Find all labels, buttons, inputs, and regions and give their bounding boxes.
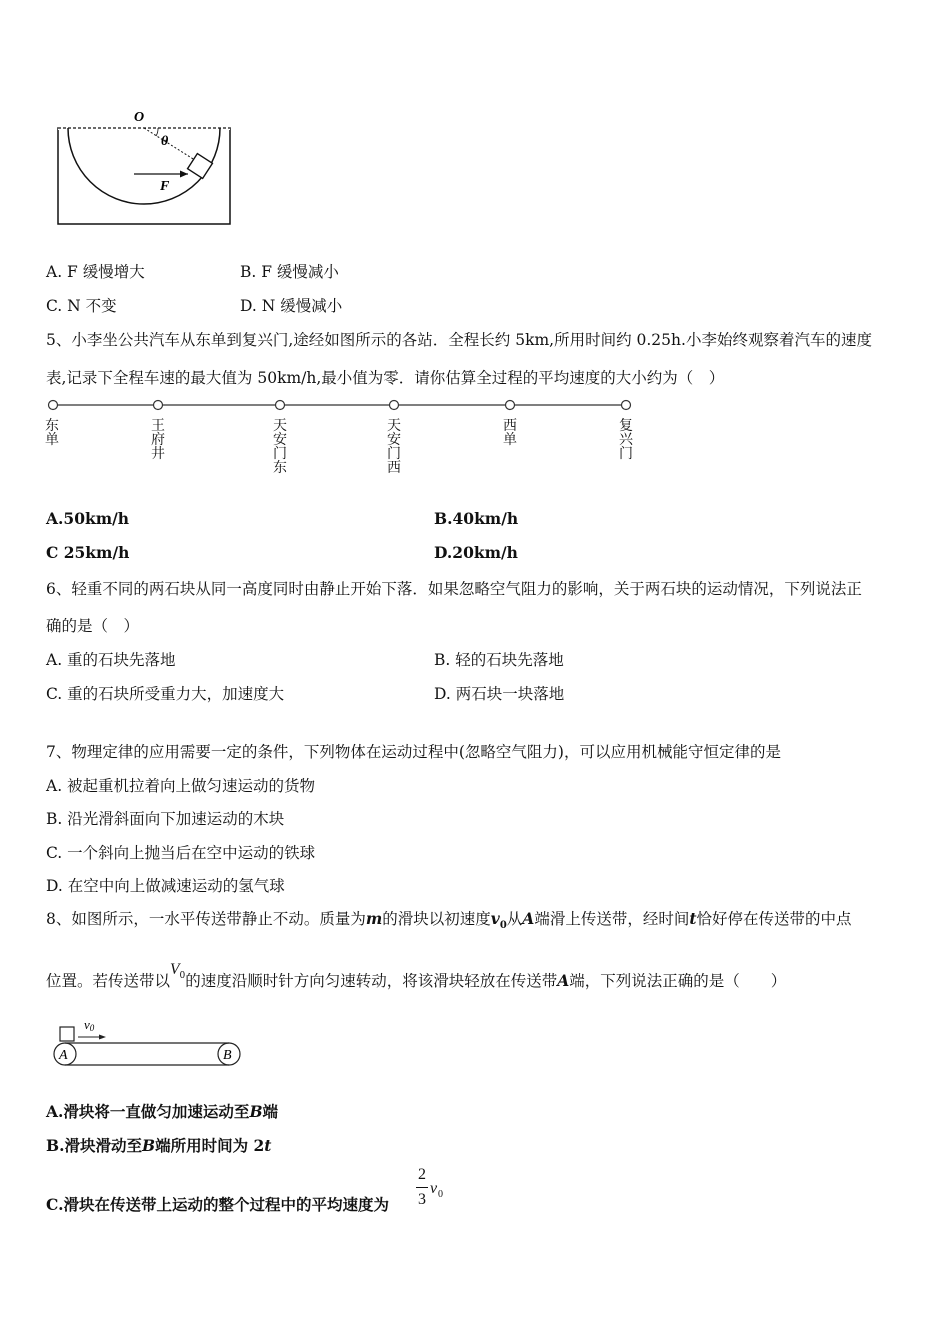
q7-option-c[interactable]: C. 一个斜向上抛当后在空中运动的铁球 [46, 844, 316, 862]
label-b: B [223, 1048, 232, 1063]
q4-option-d[interactable]: D. N 缓慢减小 [240, 297, 343, 315]
station-dot [154, 401, 163, 410]
label-o: O [134, 110, 145, 125]
station-label-fuxingmen: 复兴门 [619, 418, 633, 462]
station-label-xidan: 西单 [503, 418, 517, 448]
q5-option-a[interactable]: A.50km/h [46, 509, 130, 528]
station-label-tiananmen-west: 天安门西 [387, 418, 401, 476]
label-v0: v0 [84, 1017, 95, 1033]
q8-option-a[interactable]: A.滑块将一直做匀加速运动至B端 [46, 1102, 279, 1121]
q5-option-c[interactable]: C 25km/h [46, 543, 130, 562]
station-dot [276, 401, 285, 410]
label-a: A [59, 1048, 68, 1063]
q5-option-d[interactable]: D.20km/h [434, 543, 518, 562]
station-dot [49, 401, 58, 410]
fraction-bar [416, 1187, 428, 1188]
q7-stem: 7、物理定律的应用需要一定的条件，下列物体在运动过程中(忽略空气阻力)，可以应用机械能守恒定律的是 [46, 743, 781, 761]
q8-conveyor-figure [48, 1015, 248, 1071]
q6-option-b[interactable]: B. 轻的石块先落地 [434, 651, 564, 669]
q8-option-b[interactable]: B.滑块滑动至B端所用时间为 2t [46, 1136, 272, 1155]
label-f: F [160, 179, 170, 194]
q6-option-d[interactable]: D. 两石块一块落地 [434, 685, 565, 703]
station-dot [622, 401, 631, 410]
station-label-tiananmen-east: 天安门东 [273, 418, 287, 476]
q6-option-c[interactable]: C. 重的石块所受重力大，加速度大 [46, 685, 285, 703]
q6-stem-line1: 6、轻重不同的两石块从同一高度同时由静止开始下落．如果忽略空气阻力的影响，关于两石块的运动情况，下列说法正 [46, 580, 862, 598]
station-label-dongdan: 东单 [45, 418, 59, 448]
station-label-wangfujing: 王府井 [151, 418, 165, 462]
station-dot [506, 401, 515, 410]
q5-route-line [44, 396, 644, 416]
q6-stem-line2: 确的是（ ） [46, 617, 140, 635]
q8-stem-line2: 位置。若传送带以$V_0$的速度沿顺时针方向匀速转动，将该滑块轻放在传送带A端，下列说法正确的是（ ） [46, 961, 787, 990]
q5-stem-line2: 表,记录下全程车速的最大值为 50km/h,最小值为零．请你估算全过程的平均速度的大小约为（ ） [46, 369, 725, 387]
q4-option-b[interactable]: B. F 缓慢减小 [240, 263, 339, 281]
q5-option-b[interactable]: B.40km/h [434, 509, 519, 528]
q7-option-d[interactable]: D. 在空中向上做减速运动的氢气球 [46, 877, 285, 895]
q7-option-b[interactable]: B. 沿光滑斜面向下加速运动的木块 [46, 810, 285, 828]
q8-option-c[interactable]: C.滑块在传送带上运动的整个过程中的平均速度为 [46, 1195, 389, 1214]
q5-stem-line1: 5、小李坐公共汽车从东单到复兴门,途经如图所示的各站．全程长约 5km,所用时间约 0.25h.小李始终观察着汽车的速度 [46, 331, 872, 349]
q4-option-c[interactable]: C. N 不变 [46, 297, 117, 315]
q6-option-a[interactable]: A. 重的石块先落地 [46, 651, 176, 669]
station-dot [390, 401, 399, 410]
q7-option-a[interactable]: A. 被起重机拉着向上做匀速运动的货物 [46, 777, 316, 795]
q4-option-a[interactable]: A. F 缓慢增大 [46, 263, 145, 281]
q8-stem-line1: 8、如图所示，一水平传送带静止不动。质量为m的滑块以初速度$v_0$从A端滑上传送带，经时间t恰好停在传送带的中点 [46, 909, 852, 932]
label-theta: θ [161, 134, 169, 149]
q4-bowl-figure [50, 100, 250, 230]
